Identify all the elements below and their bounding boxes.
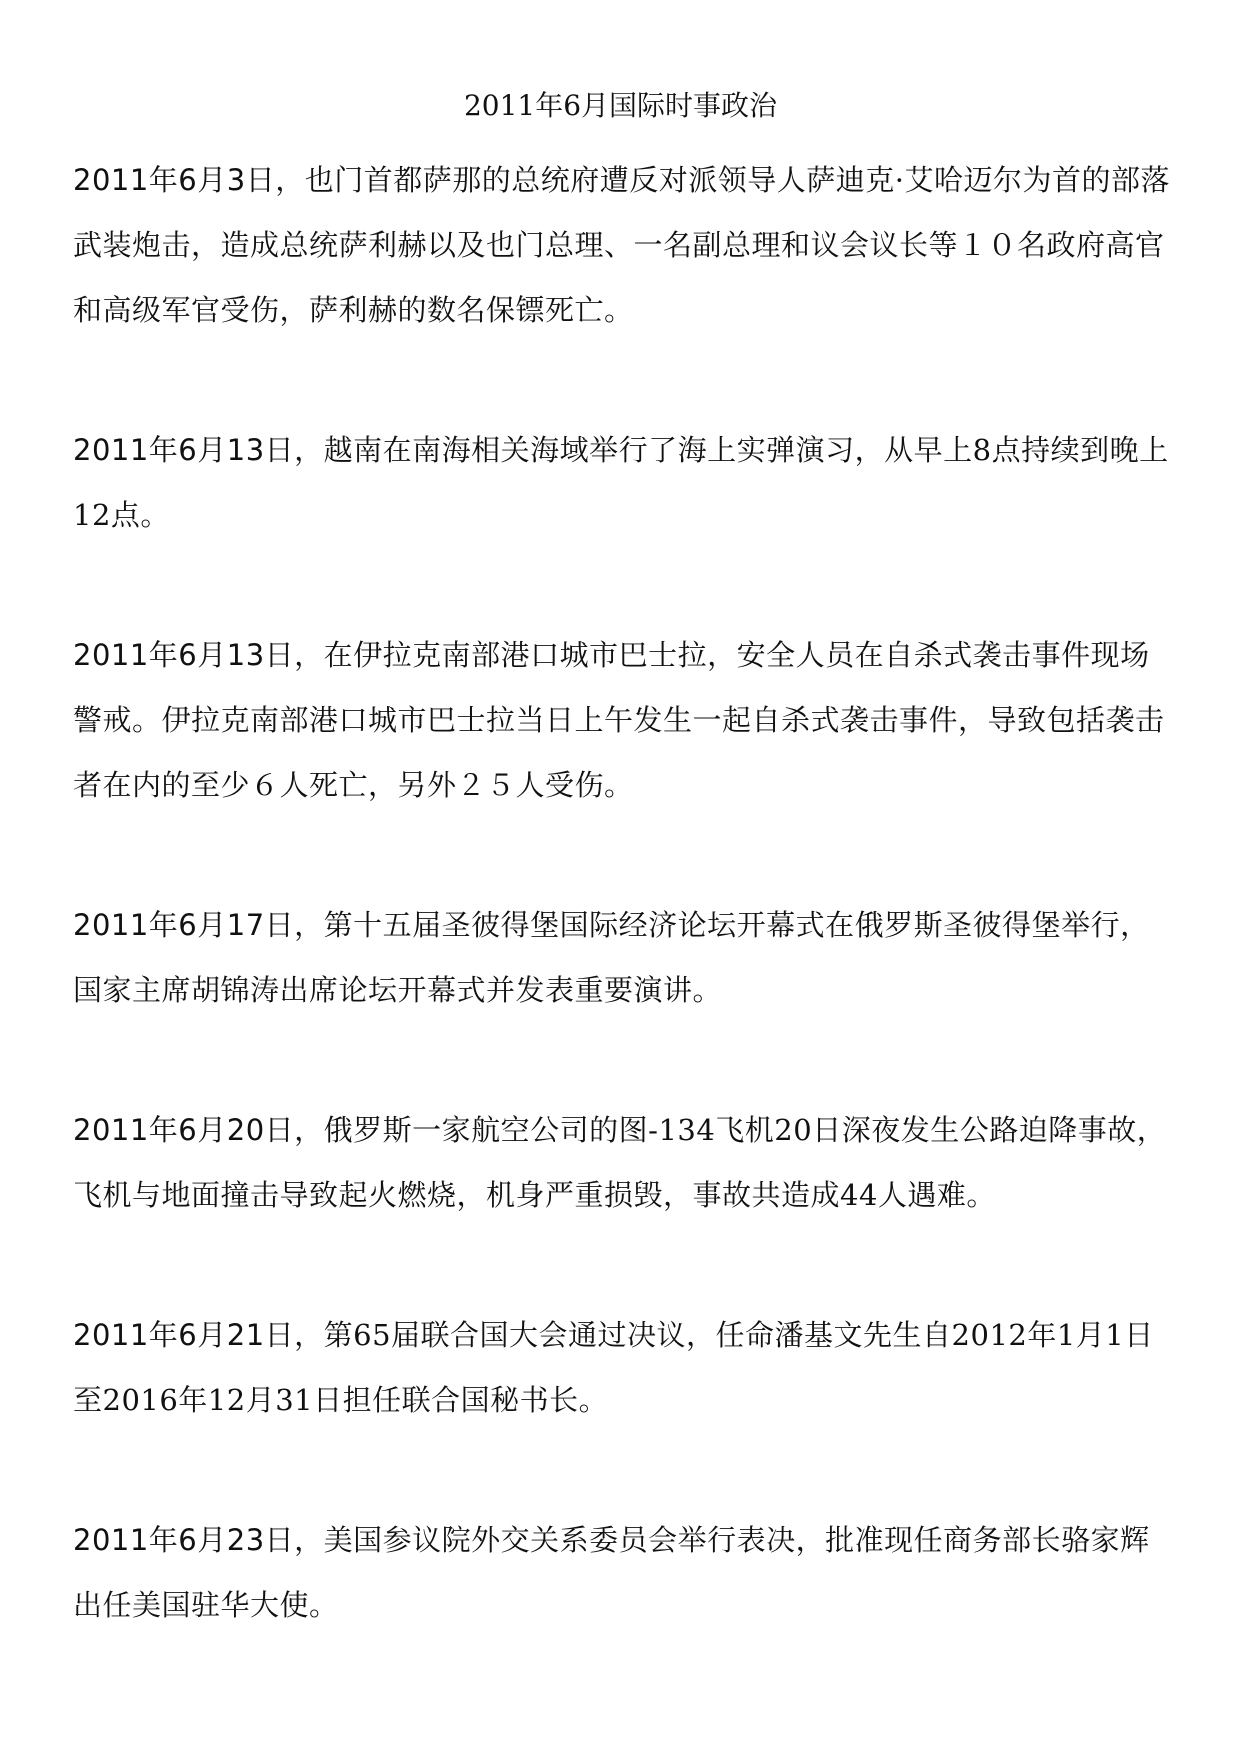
news-entry bbox=[73, 148, 1173, 343]
entry-text: ，第65届联合国大会通过决议，任命潘基文先生自2012年1月1日至2016年12月31日担任联合国秘书长。 bbox=[73, 1318, 1154, 1417]
entry-date: 2011年6月20日 bbox=[73, 1113, 295, 1147]
news-entry bbox=[73, 1508, 1173, 1638]
news-entry bbox=[73, 623, 1173, 818]
news-entry bbox=[73, 1303, 1173, 1433]
entry-text: ，美国参议院外交关系委员会举行表决，批准现任商务部长骆家辉出任美国驻华大使。 bbox=[73, 1523, 1150, 1622]
page-title: 2011年6月国际时事政治 bbox=[463, 89, 778, 122]
entry-text: ，也门首都萨那的总统府遭反对派领导人萨迪克·艾哈迈尔为首的部落武装炮击，造成总统萨利赫以及也门总理、一名副总理和议会议长等１０名政府高官和高级军官受伤，萨利赫的数名保镖死亡。 bbox=[73, 163, 1170, 327]
news-entry bbox=[73, 418, 1173, 548]
entry-text: ，越南在南海相关海域举行了海上实弹演习，从早上8点持续到晚上12点。 bbox=[73, 433, 1169, 532]
entry-text: ，在伊拉克南部港口城市巴士拉，安全人员在自杀式袭击事件现场警戒。伊拉克南部港口城市巴士拉当日上午发生一起自杀式袭击事件，导致包括袭击者在内的至少６人死亡，另外２５人受伤。 bbox=[73, 638, 1165, 802]
news-entry bbox=[73, 893, 1173, 1023]
entry-text: ，俄罗斯一家航空公司的图-134飞机20日深夜发生公路迫降事故，飞机与地面撞击导致起火燃烧，机身严重损毁，事故共造成44人遇难。 bbox=[73, 1113, 1167, 1212]
news-entry bbox=[73, 1098, 1173, 1228]
entry-text: ，第十五届圣彼得堡国际经济论坛开幕式在俄罗斯圣彼得堡举行，国家主席胡锦涛出席论坛开幕式并发表重要演讲。 bbox=[73, 908, 1150, 1007]
entry-date: 2011年6月21日 bbox=[73, 1318, 295, 1352]
entry-date: 2011年6月13日 bbox=[73, 433, 295, 467]
document-body bbox=[73, 148, 1173, 1713]
entry-date: 2011年6月17日 bbox=[73, 908, 295, 942]
entry-date: 2011年6月23日 bbox=[73, 1523, 295, 1557]
entry-date: 2011年6月13日 bbox=[73, 638, 295, 672]
entry-date: 2011年6月3日 bbox=[73, 163, 276, 197]
